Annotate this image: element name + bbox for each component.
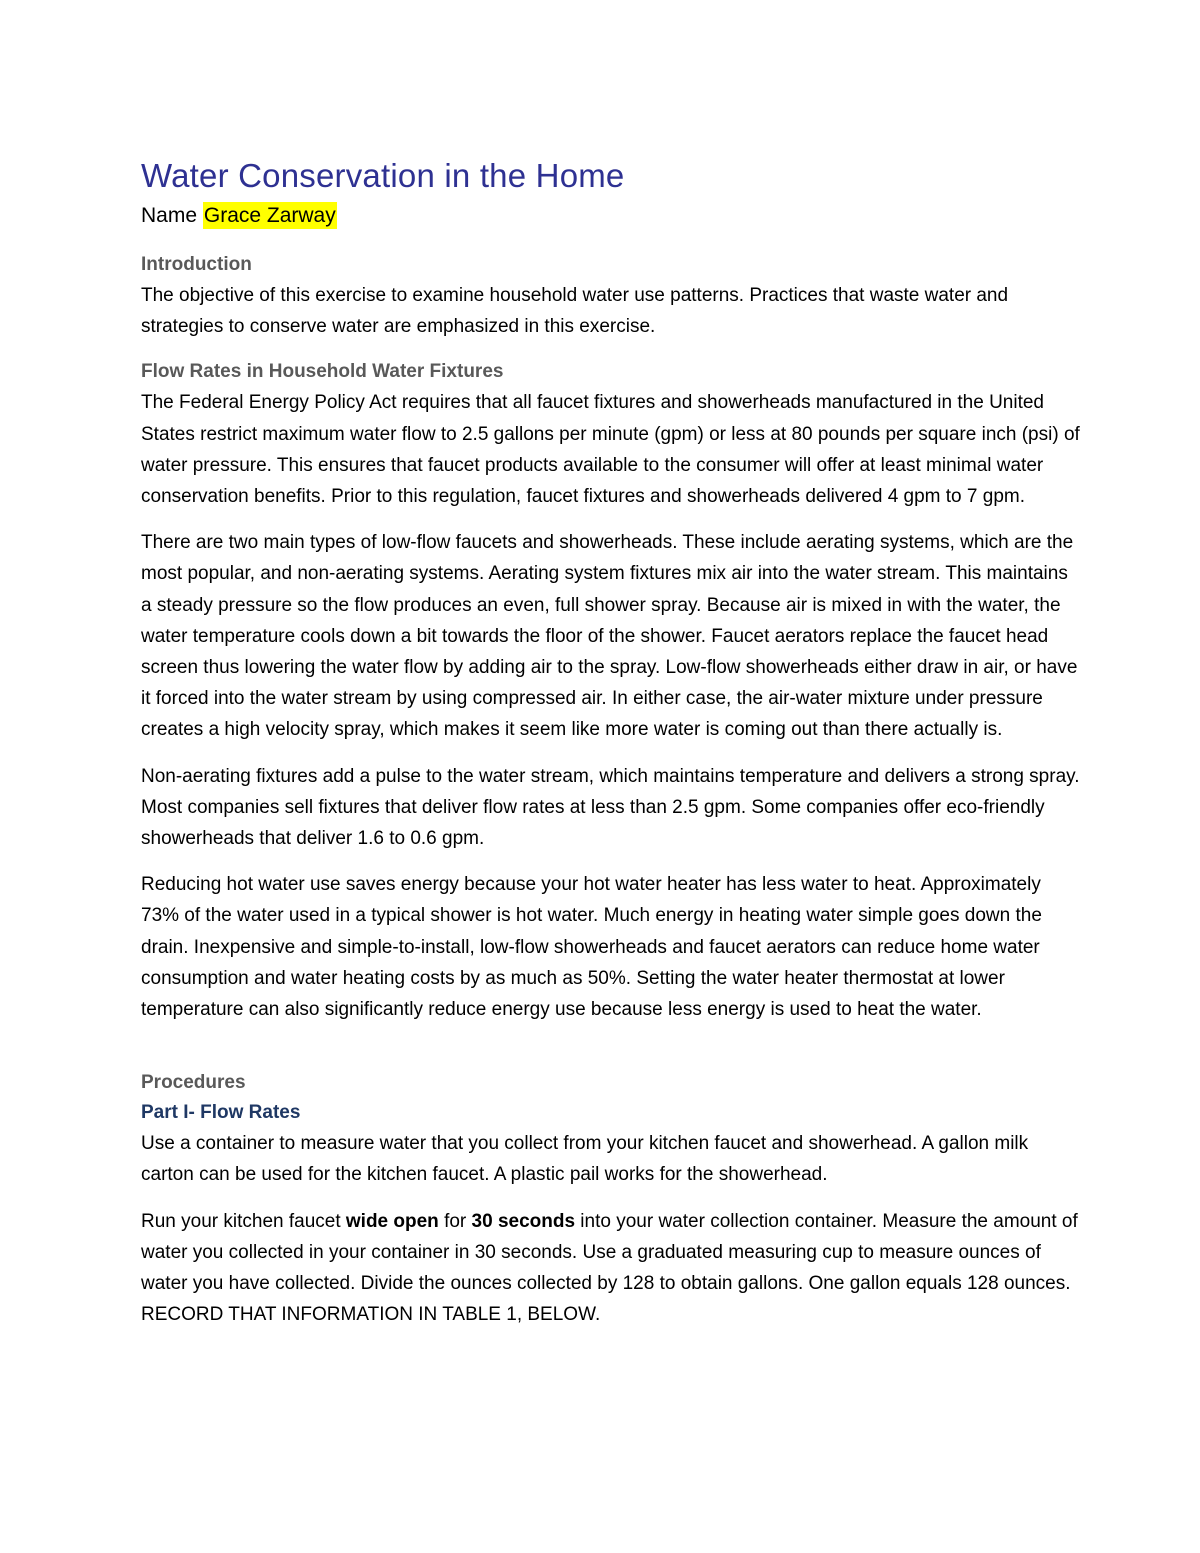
part1-heading: Part I- Flow Rates	[141, 1102, 301, 1124]
flow-rates-heading: Flow Rates in Household Water Fixtures	[141, 361, 504, 383]
flow-paragraph-4: Reducing hot water use saves energy because your hot water heater has less water to heat. Approximately 73% of the water used in a typical shower is hot water. Much energy in heating water simple goes down the drain. Inexpensive and simple-to-install, low-flow showerheads and faucet aerators can reduce home water consumption and water heating costs by as much as 50%. Setting the water heater thermostat at lower temperature can also significantly reduce energy use because less energy is used to heat the water.	[141, 874, 1042, 1021]
procedures-heading: Procedures	[141, 1072, 246, 1094]
part1-text-e: into your water collection container. Measure the amount of water you collected in your container in 30 seconds. Use a graduated measuring cup to measure ounces of water you have collected. Divide the ounces collected by 128 to obtain gallons. One gallon equals 128 ounces. RECORD THAT INFORMATION IN TABLE 1, BELOW.	[141, 1210, 1078, 1326]
part1-text-a: Run your kitchen faucet	[141, 1210, 346, 1232]
name-label: Name	[141, 204, 198, 227]
intro-heading: Introduction	[141, 254, 252, 275]
part1-paragraph-2	[141, 1206, 1081, 1331]
flow-paragraph-1: The Federal Energy Policy Act requires that all faucet fixtures and showerheads manufactured in the United States restrict maximum water flow to 2.5 gallons per minute (gpm) or less at 80 pounds per square inch (psi) of water pressure. This ensures that faucet products available to the consumer will offer at least minimal water conservation benefits. Prior to this regulation, faucet fixtures and showerheads delivered 4 gpm to 7 gpm.	[141, 392, 1080, 508]
spacer	[141, 1040, 1081, 1068]
name-line	[141, 202, 1081, 230]
intro-paragraph: The objective of this exercise to examine household water use patterns. Practices that waste water and strategies to conserve water are emphasized in this exercise.	[141, 285, 1009, 338]
document-page	[141, 150, 1081, 1345]
part1-bold-wide-open: wide open	[345, 1210, 439, 1232]
document-title: Water Conservation in the Home	[141, 157, 625, 194]
part1-bold-30-seconds: 30 seconds	[471, 1210, 576, 1232]
flow-paragraph-2: There are two main types of low-flow faucets and showerheads. These include aerating systems, which are the most popular, and non-aerating systems. Aerating system fixtures mix air into the water stream. This maintains a steady pressure so the flow produces an even, full shower spray. Because air is mixed in with the water, the water temperature cools down a bit towards the floor of the shower. Faucet aerators replace the faucet head screen thus lowering the water flow by adding air to the spray. Low-flow showerheads either draw in air, or have it forced into the water stream by using compressed air. In either case, the air-water mixture under pressure creates a high velocity spray, which makes it seem like more water is coming out than there actually is.	[141, 532, 1078, 741]
part1-paragraph-1: Use a container to measure water that you collect from your kitchen faucet and showerhead. A gallon milk carton can be used for the kitchen faucet. A plastic pail works for the showerhead.	[141, 1133, 1029, 1186]
name-value: Grace Zarway	[203, 204, 336, 227]
flow-paragraph-3: Non-aerating fixtures add a pulse to the water stream, which maintains temperature and delivers a strong spray. Most companies sell fixtures that deliver flow rates at less than 2.5 gpm. Some companies offer eco-friendly showerheads that deliver 1.6 to 0.6 gpm.	[141, 765, 1080, 850]
part1-text-c: for	[438, 1210, 472, 1232]
